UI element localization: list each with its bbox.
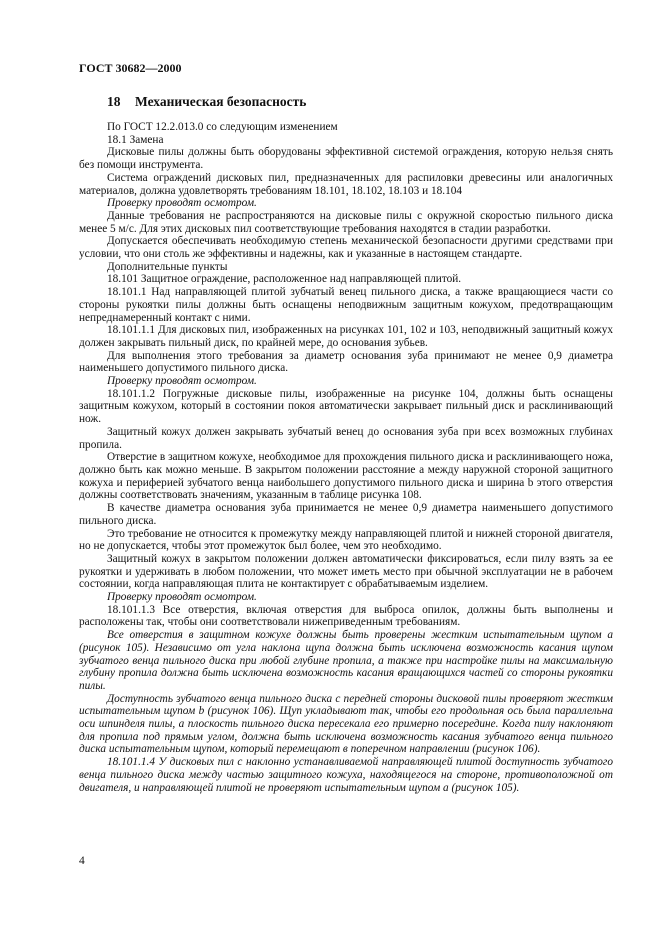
paragraph: 18.101.1.4 У дисковых пил с наклонно устанавливаемой направляющей плитой доступность зубчатого венца пильного диска между частью защитного кожуха, находящегося на стороне, противоположной от двигателя, и направляющей плитой не проверяют испытательным щупом a (рисунок 105). <box>79 756 613 794</box>
paragraph: Для выполнения этого требования за диаметр основания зуба принимают не менее 0,9 диаметра наименьшего допустимого пильного диска. <box>79 349 613 375</box>
paragraph: Система ограждений дисковых пил, предназначенных для распиловки древесины или аналогичных материалов, должна удовлетворять требованиям 18.101, 18.102, 18.103 и 18.104 <box>79 171 613 197</box>
body-text <box>79 121 613 794</box>
paragraph: Отверстие в защитном кожухе, необходимое для прохождения пильного диска и расклинивающего ножа, должно быть как можно меньше. В закрытом положении расстояние a между наружной стороной защитного кожуха и периферией зубчатого венца наибольшего допустимого пильного диска и ширина b этого отверстия должны соответствовать значениям, указанным в таблице рисунка 108. <box>79 451 613 502</box>
paragraph: 18.1 Замена <box>107 133 164 146</box>
paragraph: Дополнительные пункты <box>107 260 228 273</box>
paragraph: Дисковые пилы должны быть оборудованы эффективной системой ограждения, которую нельзя снять без помощи инструмента. <box>79 146 613 172</box>
paragraph: 18.101.1.1 Для дисковых пил, изображенных на рисунках 101, 102 и 103, неподвижный защитный кожух должен закрывать пильный диск, по крайней мере, до основания зубьев. <box>79 324 613 349</box>
section-number: 18 <box>107 94 121 109</box>
paragraph: Проверку проводят осмотром. <box>107 591 257 604</box>
paragraph: 18.101.1.3 Все отверстия, включая отверстия для выброса опилок, должны быть выполнены и расположены так, чтобы они соответствовали нижеприведенным требованиям. <box>79 603 613 629</box>
paragraph: Проверку проводят осмотром. <box>107 197 257 210</box>
paragraph: 18.101.1.2 Погружные дисковые пилы, изображенные на рисунке 104, должны быть оснащены защитным кожухом, который в состоянии покоя автоматически закрывает пильный диск и расклинивающий нож. <box>79 387 613 426</box>
paragraph: Это требование не относится к промежутку между направляющей плитой и нижней стороной двигателя, но не допускается, чтобы этот промежуток был более, чем это необходимо. <box>79 527 613 553</box>
paragraph: Защитный кожух в закрытом положении должен автоматически фиксироваться, если пилу взять за ее рукоятки и удерживать в любом положении, что может иметь место при обычной эксплуатации не в рабочем состоянии, когда направляющая плита не контактирует с обрабатываемым изделием. <box>79 552 613 591</box>
page-number: 4 <box>79 855 85 867</box>
document-header: ГОСТ 30682—2000 <box>79 61 182 75</box>
paragraph: Проверку проводят осмотром. <box>107 375 257 388</box>
paragraph: Данные требования не распространяются на дисковые пилы с окружной скоростью пильного диска менее 5 м/с. Для этих дисковых пил соответствующие требования находятся в стадии разработки. <box>79 209 613 235</box>
section-title: Механическая безопасность <box>135 94 307 109</box>
paragraph: Все отверстия в защитном кожухе должны быть проверены жестким испытательным щупом a (рисунок 105). Независимо от угла наклона щупа должна быть исключена возможность касания щупом зубчатого венца пильного диска при любой глубине пропила, а также при настройке пилы на максимальную глубину пропила должна быть исключена возможность касания вращающихся частей со стороны рукоятки пилы. <box>79 629 613 692</box>
section-heading <box>107 94 306 110</box>
paragraph: По ГОСТ 12.2.013.0 со следующим изменением <box>107 121 338 133</box>
paragraph: В качестве диаметра основания зуба принимается не менее 0,9 диаметра наименьшего допустимого пильного диска. <box>79 502 613 527</box>
paragraph: Допускается обеспечивать необходимую степень механической безопасности другими средствами при условии, что они столь же эффективны и надежны, как и указанные в настоящем стандарте. <box>79 235 613 261</box>
paragraph: 18.101 Защитное ограждение, расположенное над направляющей плитой. <box>107 273 462 286</box>
paragraph: 18.101.1 Над направляющей плитой зубчатый венец пильного диска, а также вращающиеся части со стороны рукоятки пилы должны быть оснащены неподвижным защитным кожухом, предотвращающим непреднамеренный контакт с ними. <box>79 286 613 324</box>
paragraph: Доступность зубчатого венца пильного диска с передней стороны дисковой пилы проверяют жестким испытательным щупом b (рисунок 106). Щуп укладывают так, чтобы его продольная ось была параллельна оси шпинделя пилы, а плоскость пильного диска пересекала его примерно посередине. Когда пилу наклоняют для пропила под прямым углом, должна быть исключена возможность касания зубчатого венца пильного диска испытательным щупом, который перемещают в поперечном направлении (рисунок 106). <box>79 692 613 756</box>
paragraph: Защитный кожух должен закрывать зубчатый венец до основания зуба при всех возможных глубинах пропила. <box>79 425 613 451</box>
